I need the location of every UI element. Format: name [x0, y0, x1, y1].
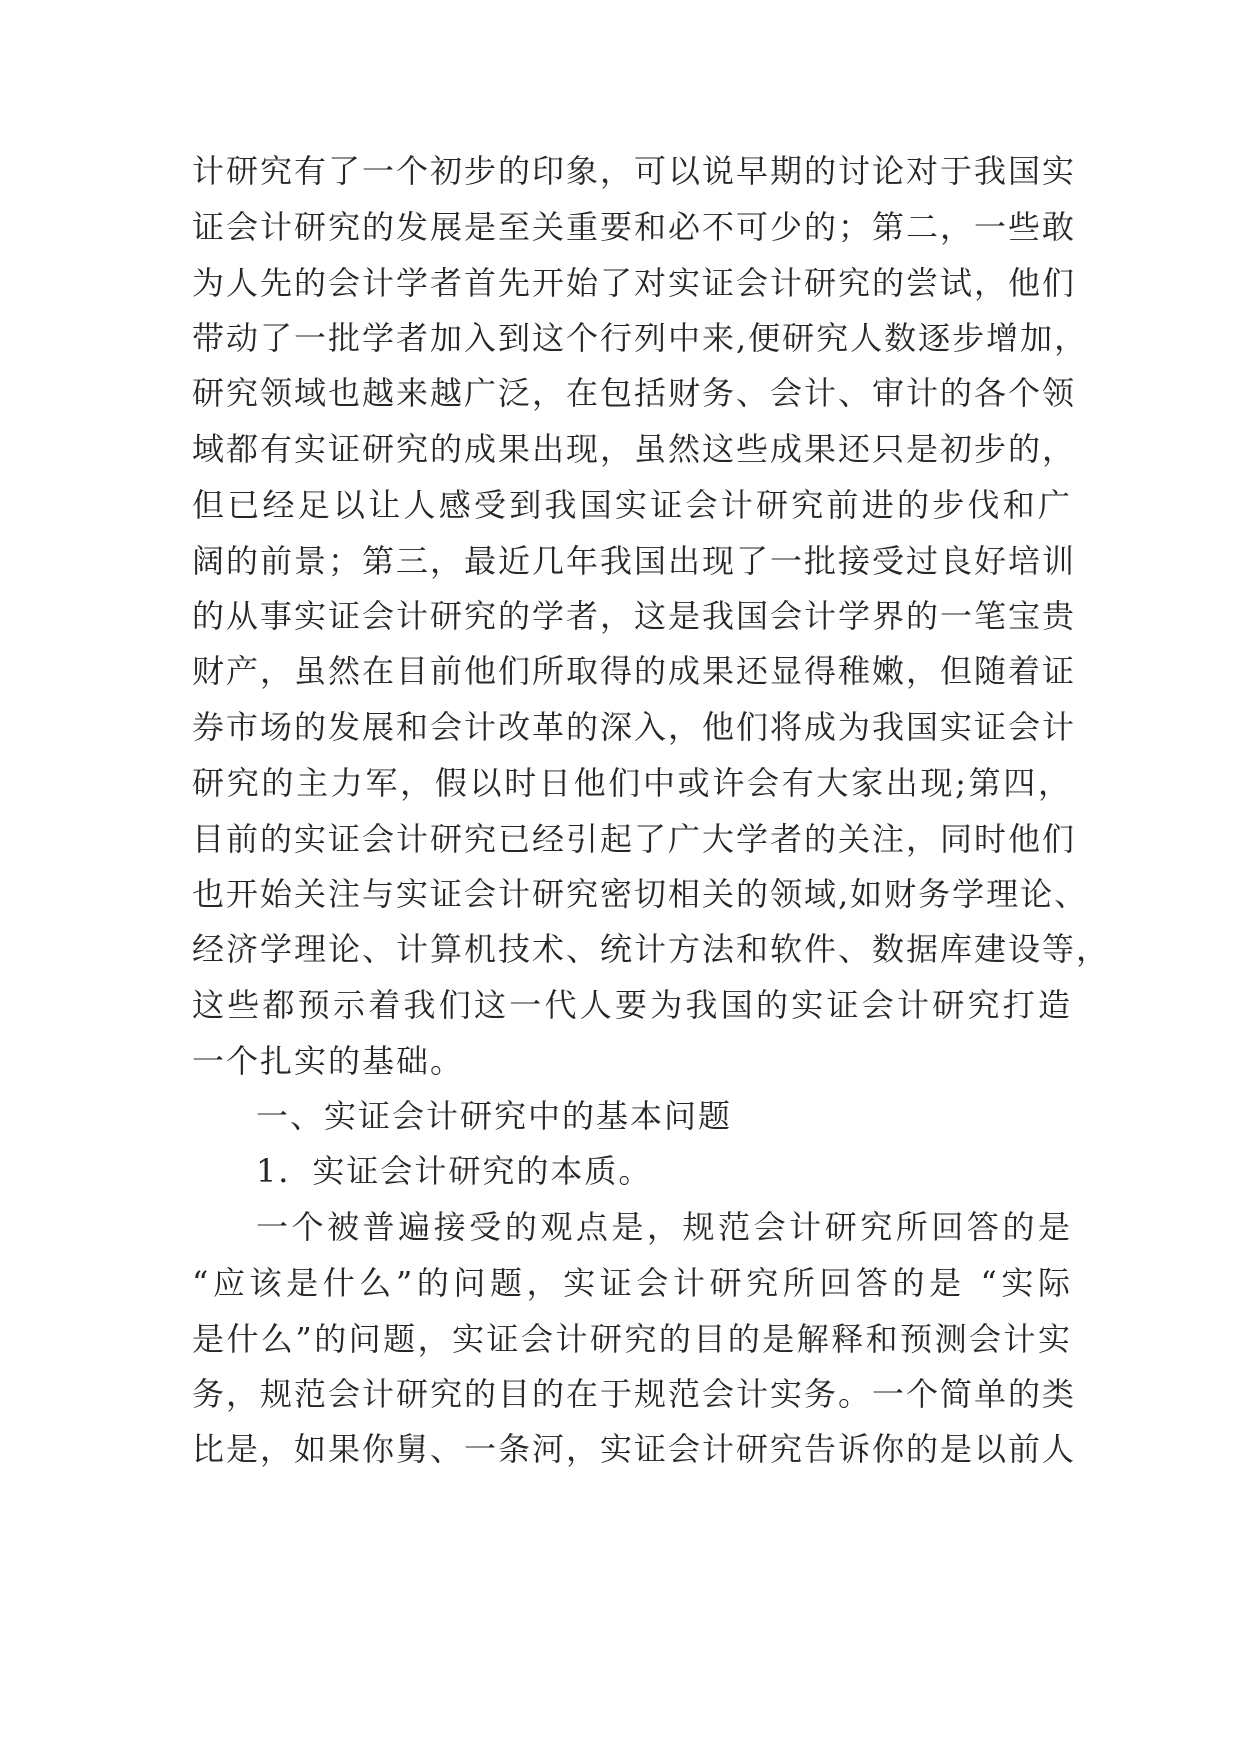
body-text-line: 经济学理论、计算机技术、统计方法和软件、数据库建设等，: [192, 930, 1111, 968]
body-text-line: 但已经足以让人感受到我国实证会计研究前进的步伐和广: [192, 486, 1072, 524]
body-text-line: 研究的主力军，假以时日他们中或许会有大家出现;第四，: [192, 764, 1072, 802]
body-text-line: “应该是什么”的问题，实证会计研究所回答的是 “实际: [192, 1264, 1072, 1302]
body-text-line: 研究领域也越来越广泛，在包括财务、会计、审计的各个领: [192, 374, 1077, 412]
body-text-line: 域都有实证研究的成果出现，虽然这些成果还只是初步的，: [192, 430, 1077, 468]
body-text-line: 务，规范会计研究的目的在于规范会计实务。一个简单的类: [192, 1375, 1077, 1413]
subsection-heading: 1．实证会计研究的本质。: [256, 1152, 653, 1190]
body-text-line: 比是，如果你舅、一条河，实证会计研究告诉你的是以前人: [192, 1430, 1077, 1468]
section-heading: 一、实证会计研究中的基本问题: [256, 1097, 733, 1135]
body-text-line: 带动了一批学者加入到这个行列中来,便研究人数逐步增加，: [192, 319, 1089, 357]
body-text-line: 是什么”的问题，实证会计研究的目的是解释和预测会计实: [192, 1320, 1072, 1358]
body-text-line: 为人先的会计学者首先开始了对实证会计研究的尝试，他们: [192, 264, 1077, 302]
body-text-line: 的从事实证会计研究的学者，这是我国会计学界的一笔宝贵: [192, 597, 1077, 635]
body-text-line: 也开始关注与实证会计研究密切相关的领域,如财务学理论、: [192, 875, 1089, 913]
body-text-line: 一个被普遍接受的观点是，规范会计研究所回答的是: [256, 1208, 1072, 1246]
body-text-line: 计研究有了一个初步的印象，可以说早期的讨论对于我国实: [192, 152, 1077, 190]
body-text-line: 财产，虽然在目前他们所取得的成果还显得稚嫩，但随着证: [192, 652, 1077, 690]
body-text-line: 证会计研究的发展是至关重要和必不可少的；第二，一些敢: [192, 208, 1077, 246]
body-text-line: 阔的前景；第三，最近几年我国出现了一批接受过良好培训: [192, 542, 1077, 580]
body-text-line: 券市场的发展和会计改革的深入，他们将成为我国实证会计: [192, 708, 1077, 746]
body-text-line: 目前的实证会计研究已经引起了广大学者的关注，同时他们: [192, 820, 1077, 858]
body-text-line: 这些都预示着我们这一代人要为我国的实证会计研究打造: [192, 986, 1072, 1024]
body-text-line: 一个扎实的基础。: [192, 1042, 465, 1080]
